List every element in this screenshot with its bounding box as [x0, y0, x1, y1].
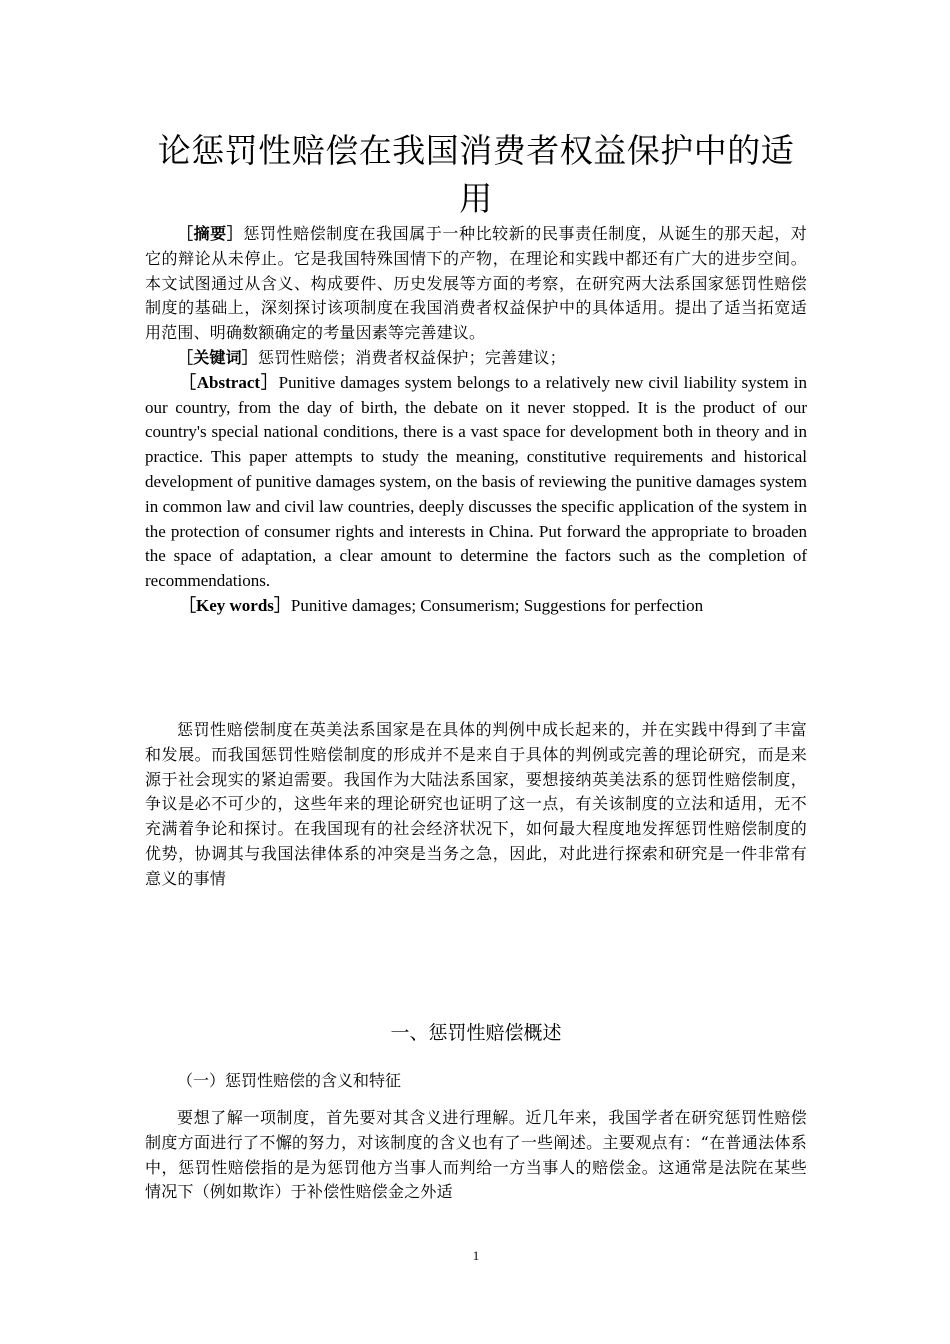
intro-section: [145, 718, 807, 892]
section-heading: 一、惩罚性赔偿概述: [390, 1022, 562, 1044]
sub-heading: （一）惩罚性赔偿的含义和特征: [177, 1071, 402, 1090]
document-page: [145, 0, 807, 1344]
abstract-cn-text: 惩罚性赔偿制度在我国属于一种比较新的民事责任制度，从诞生的那天起，对它的辩论从未停止。它是我国特殊国情下的产物，在理论和实践中都还有广大的进步空间。本文试图通过从含义、构成要件、历史发展等方面的考察，在研究两大法系国家惩罚性赔偿制度的基础上，深刻探讨该项制度在我国消费者权益保护中的具体适用。提出了适当拓宽适用范围、明确数额确定的考量因素等完善建议。: [145, 224, 807, 343]
abstract-en-label: ［Abstract］: [179, 372, 279, 392]
keywords-en-label: ［Key words］: [179, 595, 291, 615]
keywords-en-text: Punitive damages; Consumerism; Suggestions for perfection: [290, 595, 704, 615]
abstract-cn-label: ［摘要］: [177, 224, 244, 243]
abstract-cn-paragraph: [145, 222, 807, 346]
abstract-en-text: Punitive damages system belongs to a relatively new civil liability system in our country, from the day of birth, the debate on it never stopped. It is the product of our country's special national conditions, there is a vast space for development both in theory and in practice. This paper attempts to study the meaning, constitutive requirements and historical development of punitive damages system, on the basis of reviewing the punitive damages system in common law and civil law countries, deeply discusses the specific application of the system in the protection of consumer rights and interests in China. Put forward the appropriate to broaden the space of adaptation, a clear amount to determine the factors such as the completion of recommendations.: [145, 372, 808, 591]
page-number: 1: [472, 1248, 480, 1263]
body-paragraph: 要想了解一项制度，首先要对其含义进行理解。近几年来，我国学者在研究惩罚性赔偿制度方面进行了不懈的努力，对该制度的含义也有了一些阐述。主要观点有：“在普通法体系中，惩罚性赔偿指的是为惩罚他方当事人而判给一方当事人的赔偿金。这通常是法院在某些情况下（例如欺诈）于补偿性赔偿金之外适: [145, 1108, 807, 1202]
keywords-cn-paragraph: [145, 346, 807, 371]
keywords-cn-label: ［关键词］: [177, 347, 259, 367]
abstract-section: [145, 222, 807, 619]
intro-paragraph: 惩罚性赔偿制度在英美法系国家是在具体的判例中成长起来的，并在实践中得到了丰富和发展。而我国惩罚性赔偿制度的形成并不是来自于具体的判例或完善的理论研究，而是来源于社会现实的紧迫需要。我国作为大陆法系国家，要想接纳英美法系的惩罚性赔偿制度，争议是必不可少的，这些年来的理论研究也证明了这一点，有关该制度的立法和适用，无不充满着争论和探讨。在我国现有的社会经济状况下，如何最大程度地发挥惩罚性赔偿制度的优势，协调其与我国法律体系的冲突是当务之急，因此，对此进行探索和研究是一件非常有意义的事情: [145, 720, 807, 888]
document-title: 论惩罚性赔偿在我国消费者权益保护中的适用: [157, 131, 795, 218]
keywords-cn-text: 惩罚性赔偿；消费者权益保护；完善建议；: [258, 347, 566, 367]
keywords-en-paragraph: [145, 594, 807, 619]
section-body: [145, 1106, 807, 1205]
abstract-en-paragraph: [145, 371, 807, 594]
